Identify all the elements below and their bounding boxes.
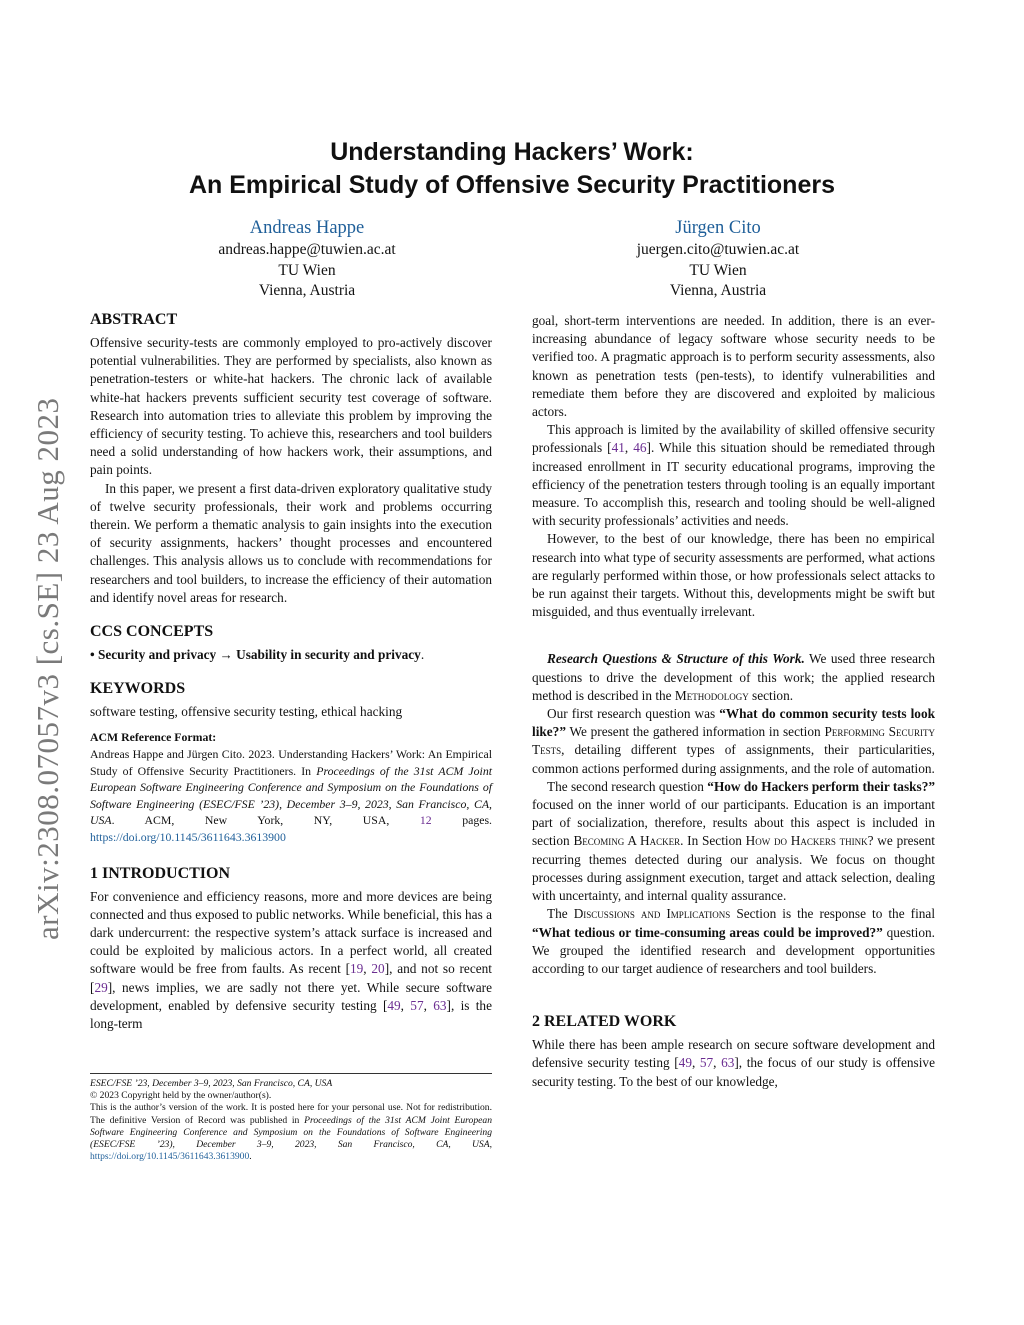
intro-text-c: ], news implies, we are sadly not there yet. While secure software development, enabled by defensive security testing [ [90, 979, 492, 1013]
acm-ref-authors: Andreas Happe and Jürgen Cito. 2023. Understanding Hackers’ Work: An Empirical Study of Offensive Security Practitioners. In [90, 747, 492, 778]
intro-text-b: ], and not so recent [ [90, 961, 492, 995]
paper-title [0, 136, 1024, 202]
q1-text-b: We present the gathered information in section [565, 724, 825, 740]
footnote [90, 1078, 492, 1163]
author-name-1[interactable]: Andreas Happe [249, 218, 365, 238]
citation-29[interactable]: 29 [94, 979, 108, 995]
acm-ref-pages-label: pages. [431, 813, 493, 828]
research-questions-paragraph [532, 650, 935, 705]
acm-ref-pages-link[interactable]: 12 [419, 813, 432, 828]
author-location-1: Vienna, Austria [258, 282, 356, 299]
acm-reference [90, 729, 492, 845]
q2-text-d: we present recurring themes detected during our analysis. We focus on thought processes during assignment execution, target and attack selection, dealing with uncertainty, and internal quality assurance. [532, 833, 935, 904]
becoming-hacker-section-ref: Becoming A Hacker [573, 833, 681, 849]
author-block-1 [157, 216, 457, 302]
q3-question: “What tedious or time-consuming areas could be improved?” [532, 924, 883, 940]
ccs-concept: • Security and privacy → Usability in security and privacy [90, 647, 421, 663]
how-hackers-think-section-ref: How do Hackers think? [745, 833, 874, 849]
left-column [90, 310, 492, 1033]
citation-57[interactable]: 57 [410, 997, 424, 1013]
abstract-paragraph-1: Offensive security-tests are commonly employed to pro-actively discover potential vulnerabilities. They are performed by specialists, also known as penetration-testers or white-hat hackers. The chronic lack of available white-hat hackers prevents sufficient security test coverage of software. Research into automation tries to alleviate this problem by improving the efficiency of security testing. To achieve this, researchers and tool builders need a solid understanding of how hackers work, their assumptions, and pain points. [90, 335, 492, 478]
footnote-sep: , [489, 1139, 492, 1151]
citation-49[interactable]: 49 [387, 997, 401, 1013]
q1-text-c: , detailing different types of assignments, their particularities, common actions performed during assignments, and the role of automation. [532, 742, 935, 776]
research-question-3 [532, 905, 935, 978]
p2-text-b: ]. While this situation should be remediated through increased enrollment in IT security educational programs, improving the efficiency of the penetration testers through tooling is an equally important measure. To accomplish this, research and tooling should be well-aligned with security professionals’ activities and needs. [532, 440, 935, 529]
related-work-heading: 2 RELATED WORK [532, 1013, 677, 1031]
q1-question: “What do common security tests look like?” [532, 706, 935, 740]
right-column [532, 312, 935, 1091]
citation-19[interactable]: 19 [350, 961, 364, 977]
discussions-section-ref: Discussions and Implications [573, 906, 731, 922]
footnote-notice-text: This is the author’s version of the work. It is posted here for your personal use. Not for redistribution. The definitive Version of Record was published in [90, 1102, 492, 1126]
q1-text-a: Our first research question was [547, 706, 720, 722]
footnote-rule [90, 1073, 492, 1074]
research-questions-heading: Research Questions & Structure of this Work. [547, 651, 805, 667]
author-affiliation-2: TU Wien [689, 261, 747, 279]
footnote-end: . [249, 1151, 252, 1163]
ccs-text [90, 646, 492, 664]
q2-text-c: . In Section [680, 833, 746, 849]
citation-20[interactable]: 20 [371, 961, 385, 977]
keywords-text: software testing, offensive security testing, ethical hacking [90, 704, 403, 720]
citation-49-related[interactable]: 49 [678, 1055, 692, 1071]
rq-text-a: We used three research questions to drive the development of this work; the applied research method is described in the [532, 651, 935, 703]
acm-ref-proceedings: Proceedings of the 31st ACM Joint European Software Engineering Conference and Symposium on the Foundations of Software Engineering (ESEC/FSE ’23), December 3–9, 2023, San Francisco, CA, USA [90, 763, 492, 828]
q2-text-a: The second research question [547, 778, 708, 794]
ccs-period: . [420, 647, 425, 663]
q2-text-b: focused on the inner world of our participants. Education is an important part of socialization, therefore, results about this aspect is included in section [532, 797, 935, 849]
intro-paragraph-continued: goal, short-term interventions are needed. In addition, there is an ever-increasing abundance of legacy software whose security needs to be verified too. A pragmatic approach is to perform security assessments, also known as penetration tests (pen-tests), to identify vulnerabilities and remediate them before they are discovered and exploited by malicious actors. [532, 313, 935, 420]
footnote-notice [90, 1102, 492, 1163]
title-line-1: Understanding Hackers’ Work: [330, 138, 694, 166]
introduction-paragraph-1: For convenience and efficiency reasons, more and more devices are being connected and thus exposed to public networks. While beneficial, this has a dark undercurrent: the respective system’s attack surface is increased and could be exploited by malicious actors. In a perfect world, all created software would be free from faults. As recent [19, 20], and not so recent [29], news implies, we are sadly not there yet. While secure software development, enabled by defensive security testing [49, 57, 63], is the long-term [90, 888, 492, 1032]
keywords-heading: KEYWORDS [90, 680, 186, 698]
performing-tests-section-ref: Performing Security Tests [532, 724, 935, 758]
acm-ref-doi-link[interactable]: https://doi.org/10.1145/3611643.3613900 [90, 830, 286, 845]
q3-text-b: Section is the response to the final [730, 906, 936, 922]
acm-ref-publisher: . ACM, New York, NY, USA, [111, 813, 420, 828]
related-work-paragraph: While there has been ample research on secure software development and defensive security testing [49, 57, 63], the focus of our study is offensive security testing. To the best of our knowledge, [532, 1037, 935, 1089]
research-question-2 [532, 778, 935, 905]
footnote-venue: ESEC/FSE ’23, December 3–9, 2023, San Francisco, CA, USA [90, 1078, 333, 1089]
ccs-heading: CCS CONCEPTS [90, 623, 214, 641]
q3-text-c: question. We grouped the identified research and development opportunities according to our target audience of researchers and tool builders. [532, 924, 935, 976]
footnote-proceedings: Proceedings of the 31st ACM Joint European Software Engineering Conference and Symposium on the Foundations of Software Engineering (ESEC/FSE ’23), December 3–9, 2023, San Francisco, CA, USA [90, 1114, 492, 1151]
intro-paragraph-3: However, to the best of our knowledge, there has been no empirical research into what type of security assessments are performed, what actions are regularly performed within those, or how professionals select attacks to be run against their targets. Without this, developments might be swift but misguided, and thus eventually irrelevant. [532, 531, 935, 620]
citation-63[interactable]: 63 [433, 997, 447, 1013]
footnote-doi-link[interactable]: https://doi.org/10.1145/3611643.3613900 [90, 1151, 250, 1163]
citation-57-related[interactable]: 57 [699, 1055, 714, 1071]
author-name-2[interactable]: Jürgen Cito [675, 218, 761, 238]
introduction-heading: 1 INTRODUCTION [90, 864, 231, 882]
author-email-2: juergen.cito@tuwien.ac.at [636, 241, 800, 258]
citation-41[interactable]: 41 [611, 440, 625, 456]
methodology-section-ref: Methodology [674, 687, 749, 703]
intro-text-a: For convenience and efficiency reasons, more and more devices are being connected and thus exposed to public networks. While beneficial, this has a dark undercurrent: the respective system’s attack surface is increased and could be exploited by malicious actors. In a perfect world, all created software would be free from faults. As recent [ [90, 888, 492, 977]
author-affiliation-1: TU Wien [278, 261, 336, 279]
footnote-copyright: © 2023 Copyright held by the owner/author(s). [90, 1090, 272, 1102]
rel-text-b: ], the focus of our study is offensive security testing. To the best of our knowledge, [532, 1055, 935, 1089]
acm-reference-heading: ACM Reference Format: [90, 730, 217, 745]
author-email-1: andreas.happe@tuwien.ac.at [218, 241, 396, 258]
author-block-2 [568, 216, 868, 302]
q3-text-a: The [547, 906, 574, 922]
rel-text-a: While there has been ample research on secure software development and defensive security testing [ [532, 1037, 935, 1071]
rq-text-b: section. [748, 687, 794, 703]
citation-46[interactable]: 46 [633, 440, 647, 456]
title-line-2: An Empirical Study of Offensive Security Practitioners [188, 171, 835, 199]
research-question-1 [532, 705, 935, 778]
intro-paragraph-2: This approach is limited by the availability of skilled offensive security professionals [41, 46]. While this situation should be remediated through increased enrollment in IT security educational programs, improving the efficiency of the penetration testers through tooling is an equally important measure. To accomplish this, research and tooling should be well-aligned with security professionals’ activities and needs. [532, 422, 935, 529]
acm-reference-text [90, 746, 492, 846]
citation-63-related[interactable]: 63 [721, 1055, 735, 1071]
abstract-heading: ABSTRACT [90, 311, 178, 328]
p2-text-a: This approach is limited by the availability of skilled offensive security professionals [ [532, 422, 935, 456]
q2-question: “How do Hackers perform their tasks?” [707, 778, 935, 794]
abstract-paragraph-2: In this paper, we present a first data-driven exploratory qualitative study of twelve security professionals, their work and problems occurring therein. We perform a thematic analysis to gain insights into the execution of security assignments, hackers’ thought processes and encountered challenges. This analysis allows us to conclude with recommendations for researchers and tool builders, to increase the efficiency of their automation and identify novel areas for research. [90, 480, 492, 605]
arxiv-identifier: arXiv:2308.07057v3 [cs.SE] 23 Aug 2023 [30, 397, 65, 940]
author-location-2: Vienna, Austria [669, 282, 767, 299]
intro-text-d: ], is the long-term [90, 997, 492, 1032]
